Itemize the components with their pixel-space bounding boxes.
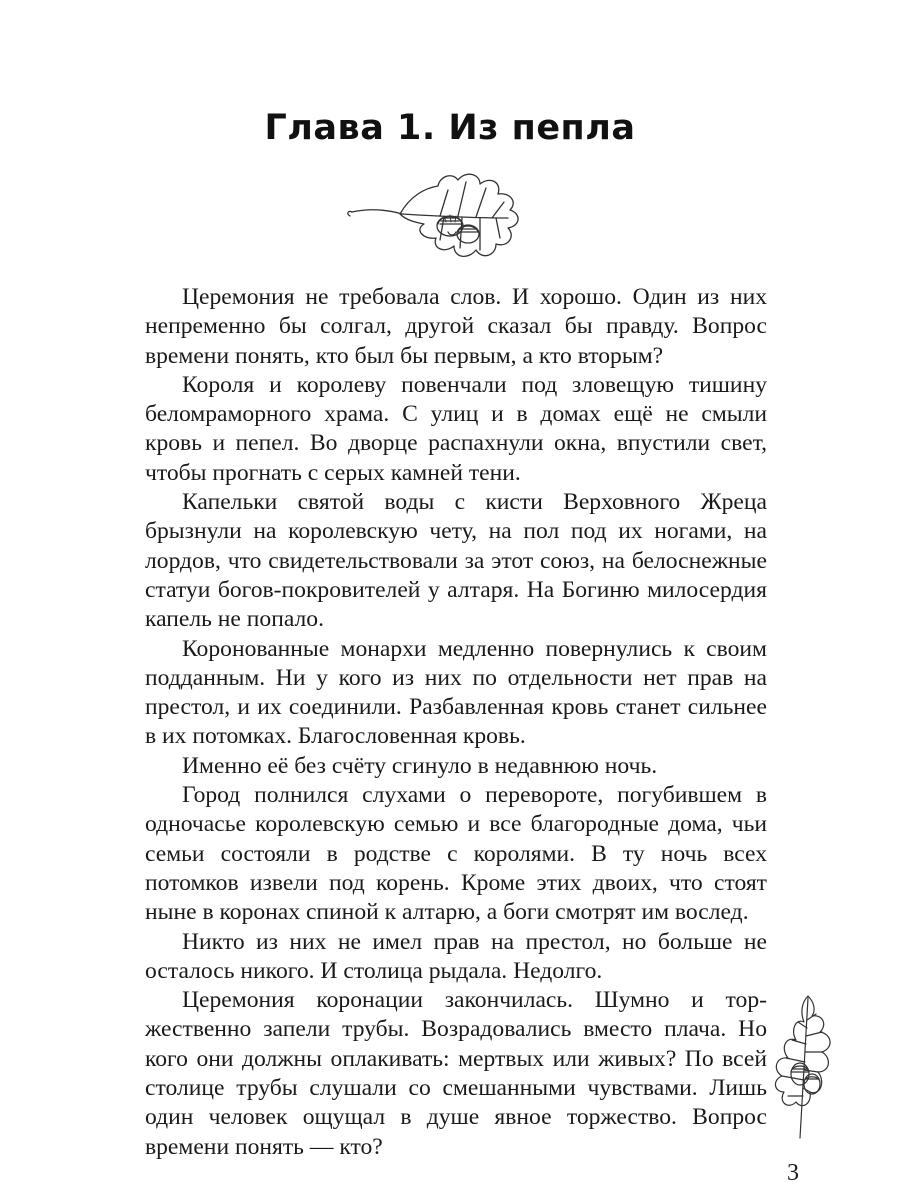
paragraph: Именно её без счёту сгинуло в недавнюю ночь.: [182, 752, 658, 779]
paragraph: Церемония коронации закончилась. Шумно и торжественно запели трубы. Возрадовались вместо плача. Но кого они должны оплакивать: мертвых или живых? По всей столице трубы слушали со смешанными чувствами. Лишь один человек ощущал в душе явное торжество. Вопрос времени понять — кто?: [145, 987, 767, 1160]
paragraph: Короля и королеву повенчали под зловещую тишину беломраморного храма. С улиц и в домах ещё не смыли кровь и пепел. Во дворце распахнули окна, впустили свет, чтобы прогнать с серых камней тени.: [145, 371, 767, 486]
paragraph: Капельки святой воды с кисти Верховного Жреца брызнули на королевскую чету, на пол под их ногами, на лордов, что свидетельствовали за этот союз, на белоснежные статуи богов-покровителей у алтаря. На Богиню милосердия капель не попало.: [145, 489, 767, 633]
paragraph: Коронованные монархи медленно повернулись к своим подданным. Ни у кого из них по отдельности нет прав на престол, и их соединили. Разбавленная кровь станет сильнее в их потомках. Благословенная кровь.: [145, 635, 767, 750]
chapter-title: Глава 1. Из пепла: [264, 108, 636, 148]
paragraph: Никто из них не имел прав на престол, но больше не осталось никого. И столица рыдала. Недолго.: [145, 928, 767, 984]
paragraph: Церемония не требовала слов. И хорошо. Один из них непременно бы солгал, другой сказал бы правду. Вопрос времени понять, кто был бы первым, а кто вторым?: [145, 284, 767, 369]
oak-leaf-acorn-icon: [340, 166, 560, 266]
paragraph: Город полнился слухами о перевороте, погубившем в одночасье королевскую семью и все благородные дома, чьи семьи состояли в родстве с королями. В ту ночь всех потомков извели под корень. Кроме этих двоих, что стоят ныне в коронах спиной к алтарю, а боги смотрят им вослед.: [145, 782, 767, 926]
chapter-body: [145, 283, 767, 1162]
page-number: 3: [787, 1160, 799, 1186]
oak-leaf-acorn-icon: [770, 992, 842, 1142]
